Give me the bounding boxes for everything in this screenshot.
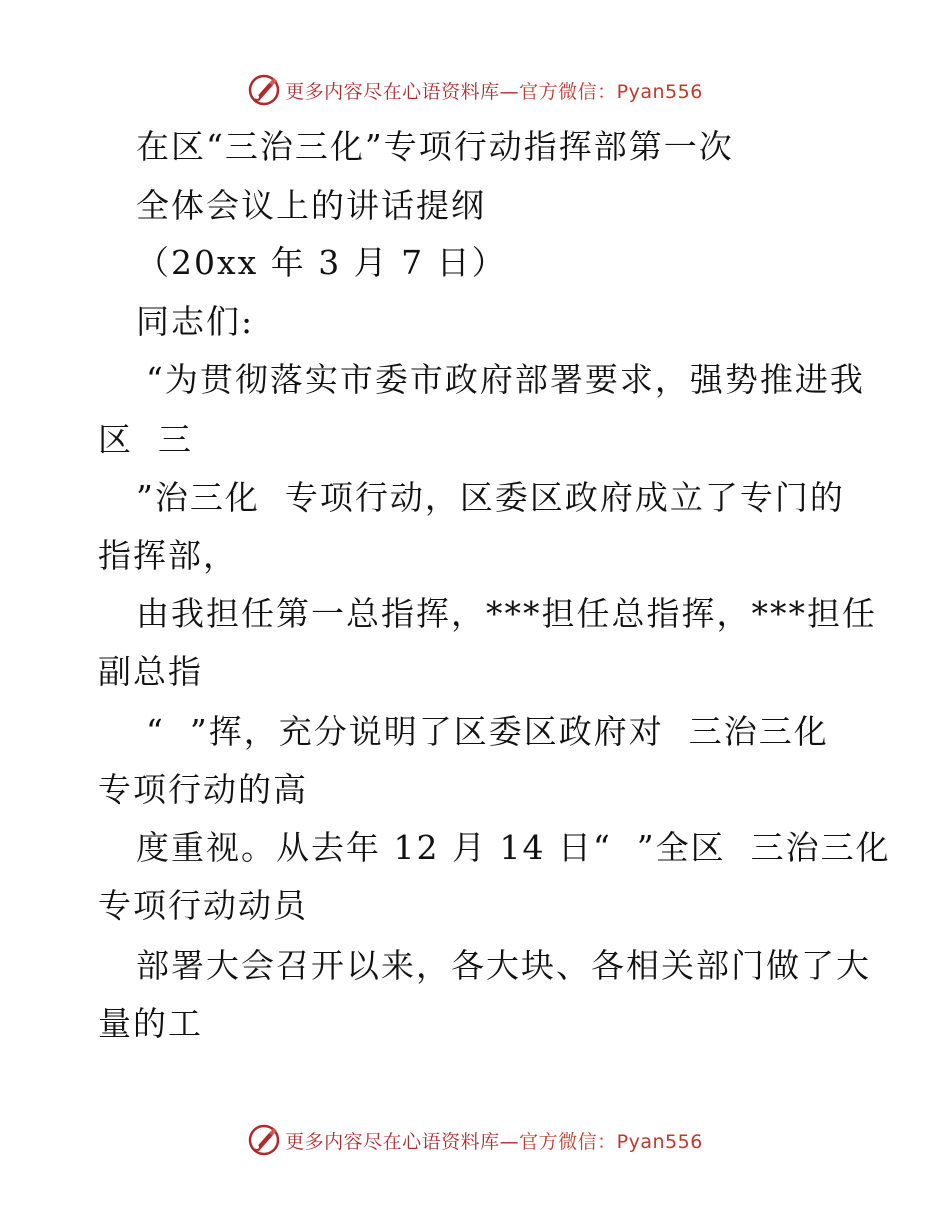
watermark-text	[285, 77, 703, 104]
title-line-2: 全体会议上的讲话提纲	[136, 186, 486, 225]
body-line: 指挥部，	[98, 536, 238, 575]
body-line: 量的工	[98, 1004, 203, 1043]
body-line: “为贯彻落实市委市政府部署要求，强势推进我	[146, 360, 865, 399]
salutation: 同志们:	[136, 302, 255, 341]
watermark-banner-bottom	[0, 1120, 950, 1160]
watermark-site-text: 更多内容尽在心语资料库	[285, 1130, 500, 1153]
watermark-dash: —	[499, 1130, 520, 1153]
body-line: 专项行动的高	[98, 770, 308, 809]
watermark-banner-top	[0, 70, 950, 110]
body-line: 专项行动动员	[98, 886, 308, 925]
watermark-site-text: 更多内容尽在心语资料库	[285, 80, 500, 103]
pen-logo-icon	[247, 1123, 281, 1157]
pen-logo-icon	[247, 73, 281, 107]
body-line: 副总指	[98, 652, 203, 691]
body-line: 区 三	[98, 420, 193, 459]
body-line: 度重视。从去年 12 月 14 日“ ”全区 三治三化	[136, 828, 891, 867]
body-line: “ ”挥，充分说明了区委区政府对 三治三化	[146, 712, 829, 751]
title-line-1: 在区“三治三化”专项行动指挥部第一次	[136, 127, 734, 166]
body-line: 部署大会召开以来，各大块、各相关部门做了大	[136, 946, 871, 985]
body-line: ”治三化 专项行动，区委区政府成立了专门的	[136, 478, 845, 517]
watermark-wechat-text: 官方微信：Pyan556	[519, 80, 703, 103]
watermark-text	[285, 1127, 703, 1154]
date-line: （20xx 年 3 月 7 日）	[136, 243, 507, 282]
watermark-dash: —	[499, 80, 520, 103]
watermark-wechat-text: 官方微信：Pyan556	[519, 1130, 703, 1153]
body-line: 由我担任第一总指挥，***担任总指挥，***担任	[136, 594, 877, 633]
